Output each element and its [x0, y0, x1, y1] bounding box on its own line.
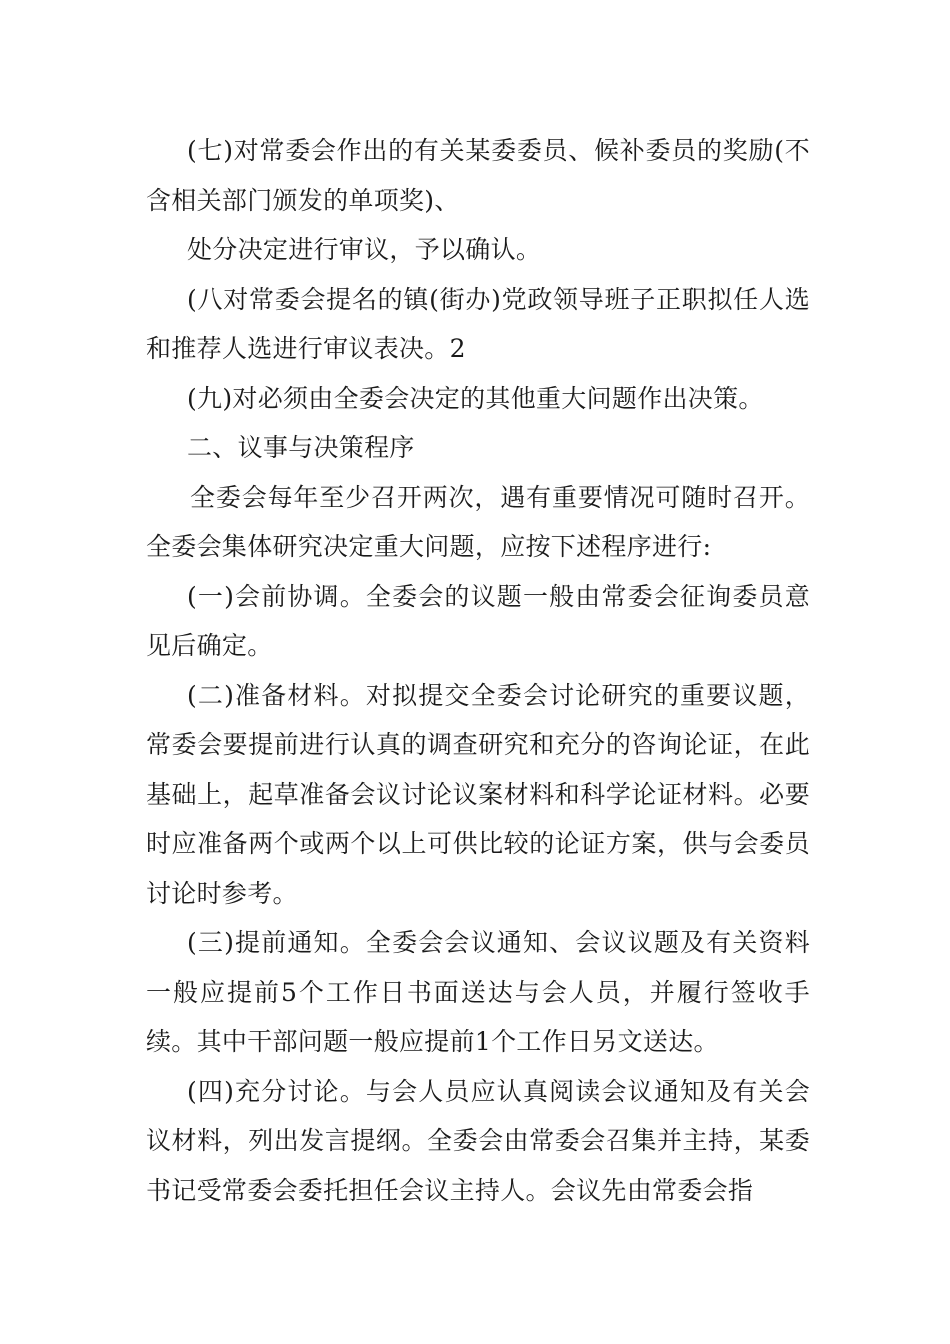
paragraph-major-decisions: (九)对必须由全委会决定的其他重大问题作出决策。: [187, 383, 764, 413]
document-body: [146, 126, 810, 1215]
paragraph-advance-notice: (三)提前通知。全委会会议通知、会议议题及有关资料一般应提前5个工作日书面送达与会人员，并履行签收手续。其中干部问题一般应提前1个工作日另文送达。: [146, 928, 810, 1056]
paragraph-awards-review: (七)对常委会作出的有关某委委员、候补委员的奖励(不含相关部门颁发的单项奖)、: [146, 136, 810, 215]
paragraph-meeting-frequency: 全委会每年至少召开两次，遇有重要情况可随时召开。全委会集体研究决定重大问题，应按下述程序进行:: [146, 482, 810, 561]
paragraph-full-discussion: (四)充分讨论。与会人员应认真阅读会议通知及有关会议材料，列出发言提纲。全委会由常委会召集并主持，某委书记受常委会委托担任会议主持人。会议先由常委会指: [146, 1076, 810, 1205]
section-heading-procedure: 二、议事与决策程序: [187, 433, 415, 462]
paragraph-disciplinary-confirm: 处分决定进行审议，予以确认。: [187, 235, 542, 264]
paragraph-prepare-materials: (二)准备材料。对拟提交全委会讨论研究的重要议题，常委会要提前进行认真的调查研究和充分的咨询论证，在此基础上，起草准备会议讨论议案材料和科学论证材料。必要时应准备两个或两个以上可供比较的论证方案，供与会委员讨论时参考。: [146, 680, 810, 908]
paragraph-leader-nomination: (八对常委会提名的镇(街办)党政领导班子正职拟任人选和推荐人选进行审议表决。2: [146, 284, 810, 363]
paragraph-pre-meeting-coordination: (一)会前协调。全委会的议题一般由常委会征询委员意见后确定。: [146, 581, 810, 660]
